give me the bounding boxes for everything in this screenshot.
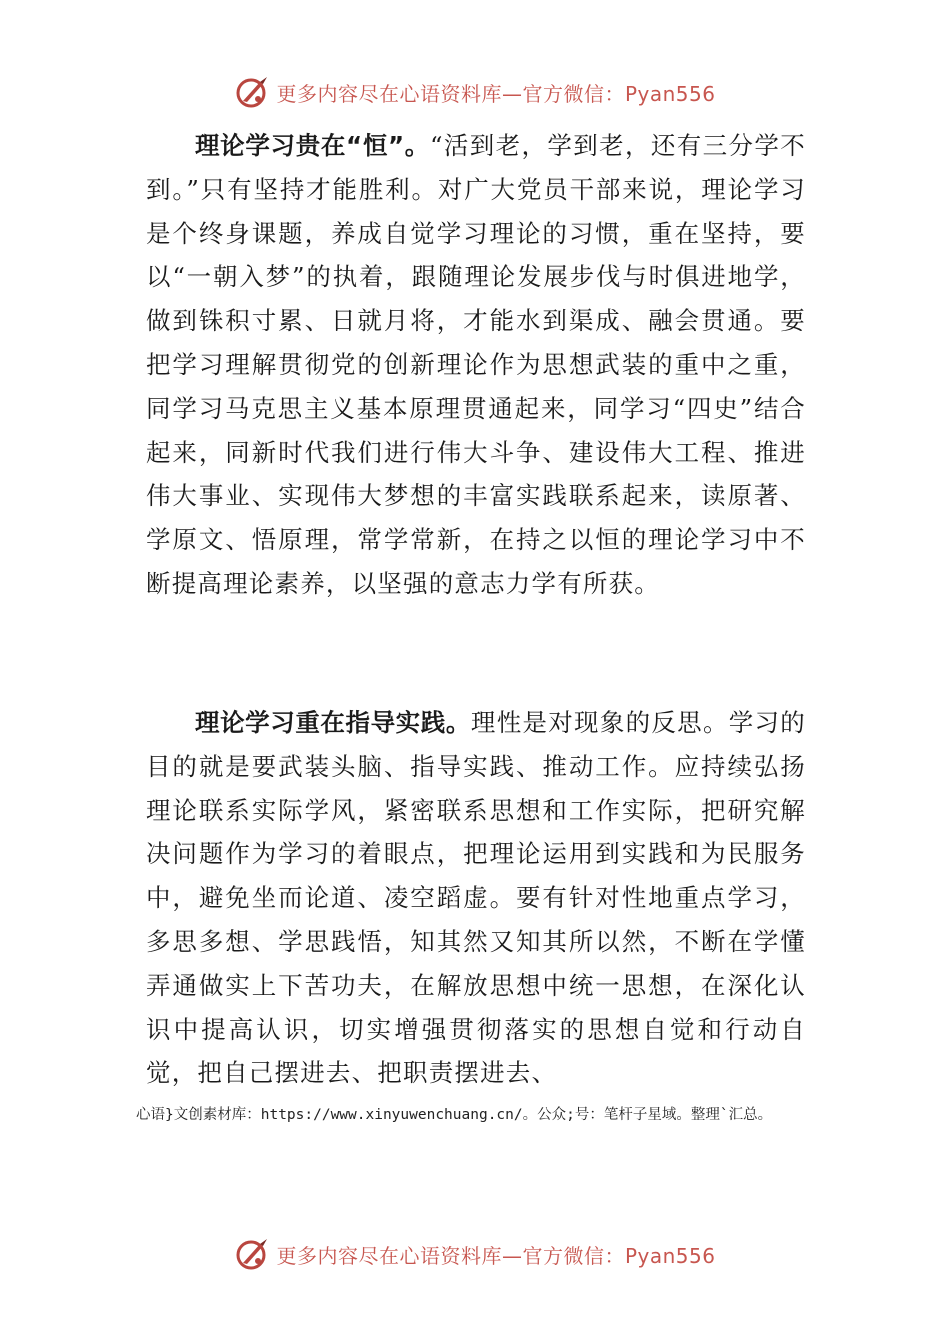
paragraph-1-lead: 理论学习贵在“恒”。 — [195, 131, 430, 160]
paragraph-2-lead: 理论学习重在指导实践。 — [195, 708, 471, 737]
quill-logo-icon — [234, 74, 270, 110]
footer-banner — [0, 1234, 950, 1274]
header-banner — [0, 72, 950, 112]
paragraph-2-body: 理性是对现象的反思。学习的目的就是要武装头脑、指导实践、推动工作。应持续弘扬理论联系实际学风，紧密联系思想和工作实际，把研究解决问题作为学习的着眼点，把理论运用到实践和为民服务中，避免坐而论道、凌空蹈虚。要有针对性地重点学习，多思多想、学思践悟，知其然又知其所以然，不断在学懂弄通做实上下苦功夫，在解放思想中统一思想，在深化认识中提高认识，切实增强贯彻落实的思想自觉和行动自觉，把自己摆进去、把职责摆进去、 — [146, 708, 806, 1088]
paragraph-1 — [146, 124, 806, 606]
paragraph-1-body: “活到老，学到老，还有三分学不到。”只有坚持才能胜利。对广大党员干部来说，理论学习是个终身课题，养成自觉学习理论的习惯，重在坚持，要以“一朝入梦”的执着，跟随理论发展步伐与时俱进地学，做到铢积寸累、日就月将，才能水到渠成、融会贯通。要把学习理解贯彻党的创新理论作为思想武装的重中之重，同学习马克思主义基本原理贯通起来，同学习“四史”结合起来，同新时代我们进行伟大斗争、建设伟大工程、推进伟大事业、实现伟大梦想的丰富实践联系起来，读原著、学原文、悟原理，常学常新，在持之以恒的理论学习中不断提高理论素养，以坚强的意志力学有所获。 — [146, 131, 806, 598]
header-banner-text: 更多内容尽在心语资料库—官方微信：Pyan556 — [276, 81, 716, 106]
footer-banner-text: 更多内容尽在心语资料库—官方微信：Pyan556 — [276, 1243, 716, 1268]
footer-note: 心语}文创素材库：https://www.xinyuwenchuang.cn/。公众;号：笔杆子星域。整理`汇总。 — [136, 1107, 773, 1123]
paragraph-2 — [146, 701, 806, 1095]
quill-logo-icon — [234, 1236, 270, 1272]
